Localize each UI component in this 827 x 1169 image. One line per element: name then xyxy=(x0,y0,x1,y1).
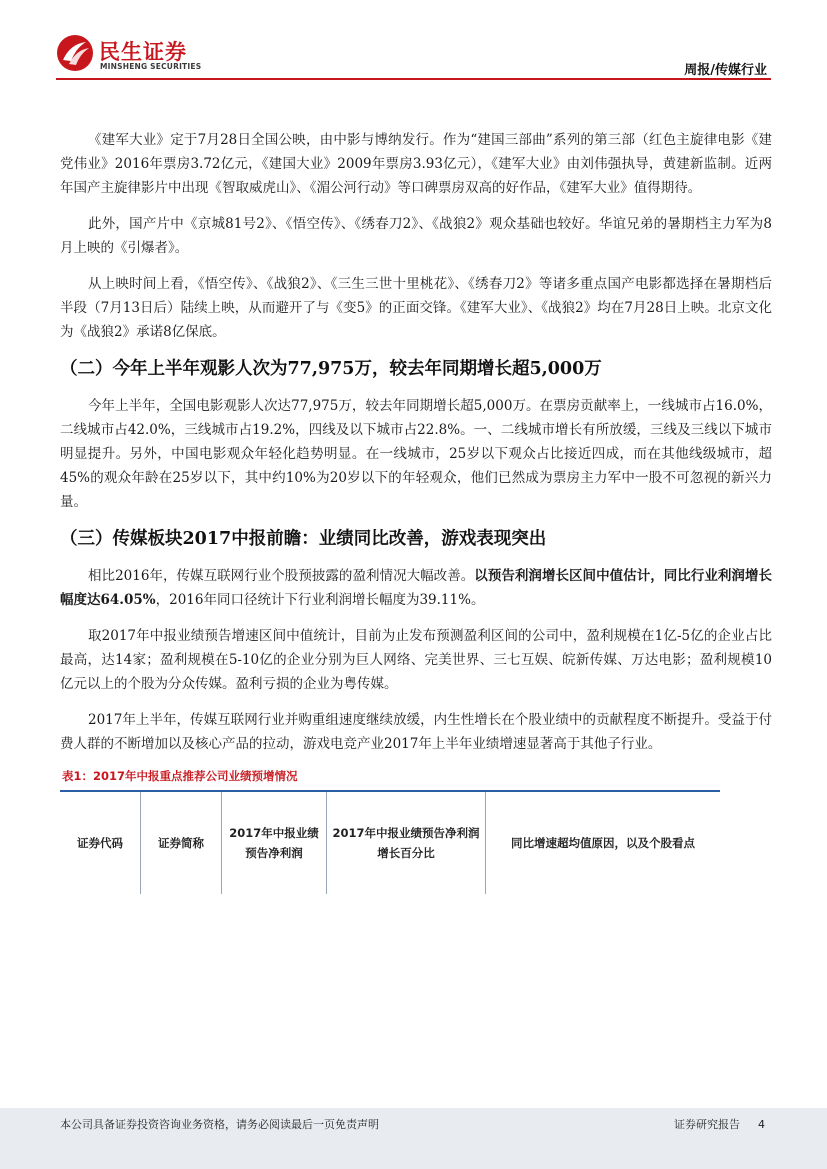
footer-meta xyxy=(656,1116,765,1132)
logo-chinese-name: 民生证券 xyxy=(99,40,187,64)
forecast-table xyxy=(60,790,720,894)
report-body xyxy=(60,128,772,894)
report-category: 周报/传媒行业 xyxy=(684,63,767,78)
paragraph-highlight: 以预告利润增长区间中值估计，同比行业利润增长幅度达64.05% xyxy=(60,568,772,608)
logo-english-name: MINSHENG SECURITIES xyxy=(100,62,202,71)
paragraph-tail: ，2016年同口径统计下行业利润增长幅度为39.11%。 xyxy=(155,592,485,608)
paragraph: 《建军大业》定于7月28日全国公映，由中影与博纳发行。作为“建国三部曲”系列的第三部（红色主旋律电影《建党伟业》2016年票房3.72亿元，《建国大业》2009年票房3.93亿元），《建军大业》由刘伟强执导，黄建新监制。近两年国产主旋律影片中出现《智取威虎山》、《湄公河行动》等口碑票房双高的好作品，《建军大业》值得期待。 xyxy=(60,132,772,196)
section-heading-3: （三）传媒板块2017中报前瞻：业绩同比改善，游戏表现突出 xyxy=(60,529,547,549)
table-header-row xyxy=(60,791,720,894)
column-header: 证券简称 xyxy=(141,791,222,894)
paragraph xyxy=(60,564,772,612)
column-header: 2017年中报业绩预告净利润增长百分比 xyxy=(327,791,486,894)
section-heading-2: （二）今年上半年观影人次为77,975万，较去年同期增长超5,000万 xyxy=(60,359,602,379)
column-header: 2017年中报业绩预告净利润 xyxy=(222,791,327,894)
column-header: 同比增速超均值原因，以及个股看点 xyxy=(511,836,695,850)
column-header: 证券代码 xyxy=(60,791,141,894)
paragraph: 2017年上半年，传媒互联网行业并购重组速度继续放缓，内生性增长在个股业绩中的贡献程度不断提升。受益于付费人群的不断增加以及核心产品的拉动，游戏电竞产业2017年上半年业绩增速显著高于其他子行业。 xyxy=(60,712,772,752)
page-number: 4 xyxy=(758,1118,765,1131)
paragraph: 此外，国产片中《京城81号2》、《悟空传》、《绣春刀2》、《战狼2》观众基础也较好。华谊兄弟的暑期档主力军为8月上映的《引爆者》。 xyxy=(60,216,772,256)
footer-report-type: 证券研究报告 xyxy=(674,1118,740,1131)
paragraph: 今年上半年，全国电影观影人次达77,975万，较去年同期增长超5,000万。在票房贡献率上，一线城市占16.0%，二线城市占42.0%，三线城市占19.2%，四线及以下城市占22.8%。一、二线城市增长有所放缓，三线及三线以下城市明显提升。另外，中国电影观众年轻化趋势明显。在一线城市，25岁以下观众占比接近四成，而在其他线级城市，超45%的观众年龄在25岁以下，其中约10%为20岁以下的年轻观众，他们已然成为票房主力军中一股不可忽视的新兴力量。 xyxy=(60,398,772,510)
footer-disclaimer: 本公司具备证券投资咨询业务资格，请务必阅读最后一页免责声明 xyxy=(60,1118,379,1131)
table-caption: 表1：2017年中报重点推荐公司业绩预增情况 xyxy=(62,769,298,783)
paragraph: 从上映时间上看，《悟空传》、《战狼2》、《三生三世十里桃花》、《绣春刀2》等诸多重点国产电影都选择在暑期档后半段（7月13日后）陆续上映，从而避开了与《变5》的正面交锋。《建军大业》、《战狼2》均在7月28日上映。北京文化为《战狼2》承诺8亿保底。 xyxy=(60,276,772,340)
minsheng-logo xyxy=(56,34,216,74)
page-header xyxy=(0,0,827,80)
paragraph-lead: 相比2016年，传媒互联网行业个股预披露的盈利情况大幅改善。 xyxy=(88,568,475,584)
page-footer xyxy=(0,1108,827,1169)
header-divider xyxy=(56,78,771,80)
minsheng-logo-icon xyxy=(56,34,94,72)
paragraph: 取2017年中报业绩预告增速区间中值统计，目前为止发布预测盈利区间的公司中，盈利规模在1亿-5亿的企业占比最高，达14家；盈利规模在5-10亿的企业分别为巨人网络、完美世界、三七互娱、皖新传媒、万达电影；盈利规模10亿元以上的个股为分众传媒。盈利亏损的企业为粤传媒。 xyxy=(60,628,772,692)
